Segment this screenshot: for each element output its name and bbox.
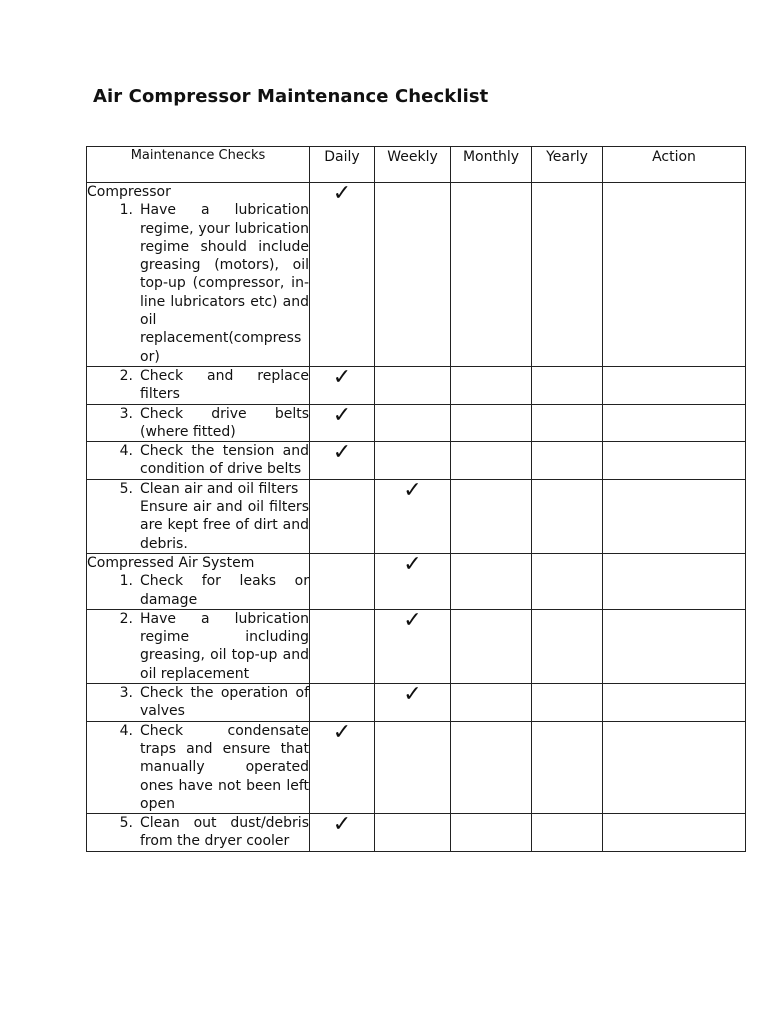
maintenance-check-cell	[87, 814, 310, 852]
maintenance-check-cell	[87, 183, 310, 367]
cell-daily	[310, 183, 375, 367]
cell-daily	[310, 404, 375, 442]
section-label: Compressed Air System	[87, 554, 255, 571]
cell-monthly	[451, 442, 532, 480]
cell-yearly	[532, 442, 603, 480]
page-title: Air Compressor Maintenance Checklist	[93, 86, 489, 107]
cell-weekly	[375, 609, 451, 683]
item-text: Check the operation of valves	[140, 685, 309, 720]
cell-yearly	[532, 366, 603, 404]
item-number: 5.	[119, 480, 133, 497]
item-number: 2.	[119, 367, 133, 384]
cell-weekly	[375, 553, 451, 609]
cell-daily	[310, 442, 375, 480]
header-maintenance-checks: Maintenance Checks	[87, 147, 310, 183]
cell-daily	[310, 684, 375, 722]
cell-weekly	[375, 721, 451, 813]
cell-daily	[310, 609, 375, 683]
cell-monthly	[451, 183, 532, 367]
cell-yearly	[532, 183, 603, 367]
cell-monthly	[451, 684, 532, 722]
item-text: Check condensate traps and ensure that manually operated ones have not been left open	[140, 722, 309, 812]
maintenance-check-cell	[87, 684, 310, 722]
cell-action	[603, 183, 746, 367]
cell-action	[603, 404, 746, 442]
checkmark-icon: ✓	[403, 551, 422, 577]
checkmark-icon: ✓	[332, 719, 352, 745]
cell-daily	[310, 366, 375, 404]
maintenance-check-cell	[87, 366, 310, 404]
cell-action	[603, 814, 746, 852]
maintenance-check-cell	[87, 721, 310, 813]
item-text: Ensure air and oil filters are kept free of dirt and debris.	[140, 499, 309, 552]
checkmark-icon: ✓	[332, 181, 352, 206]
cell-weekly	[375, 183, 451, 367]
table-row	[87, 404, 746, 442]
cell-yearly	[532, 553, 603, 609]
cell-daily	[310, 721, 375, 813]
cell-weekly	[375, 684, 451, 722]
item-text: Check the tension and condition of drive belts	[140, 443, 309, 478]
cell-weekly	[375, 814, 451, 852]
cell-weekly	[375, 442, 451, 480]
cell-monthly	[451, 814, 532, 852]
cell-yearly	[532, 721, 603, 813]
header-weekly: Weekly	[375, 147, 451, 183]
maintenance-check-cell	[87, 442, 310, 480]
table-row	[87, 479, 746, 553]
cell-yearly	[532, 404, 603, 442]
cell-action	[603, 479, 746, 553]
item-number: 3.	[119, 405, 133, 422]
item-text: Have a lubrication regime, your lubrication regime should include greasing (motors), oil top-up (compressor, in-line lubricators etc) and oil replacement(compressor)	[140, 202, 309, 365]
cell-action	[603, 684, 746, 722]
cell-yearly	[532, 814, 603, 852]
table-row	[87, 183, 746, 367]
header-daily: Daily	[310, 147, 375, 183]
cell-action	[603, 609, 746, 683]
checkmark-icon: ✓	[332, 364, 352, 390]
item-number: 4.	[119, 722, 133, 739]
table-row	[87, 609, 746, 683]
cell-monthly	[451, 404, 532, 442]
table-row	[87, 442, 746, 480]
cell-action	[603, 721, 746, 813]
item-text: Check for leaks or damage	[140, 573, 309, 608]
header-action: Action	[603, 147, 746, 183]
header-row	[87, 147, 746, 183]
cell-yearly	[532, 609, 603, 683]
checkmark-icon: ✓	[403, 682, 422, 708]
cell-monthly	[451, 366, 532, 404]
item-number: 5.	[119, 815, 133, 832]
cell-monthly	[451, 479, 532, 553]
section-label: Compressor	[87, 184, 171, 200]
checkmark-icon: ✓	[332, 402, 352, 428]
table-row	[87, 721, 746, 813]
cell-monthly	[451, 721, 532, 813]
cell-weekly	[375, 479, 451, 553]
checkmark-icon: ✓	[403, 607, 422, 633]
item-text: Check drive belts (where fitted)	[140, 405, 309, 440]
cell-weekly	[375, 366, 451, 404]
cell-action	[603, 553, 746, 609]
header-monthly: Monthly	[451, 147, 532, 183]
checkmark-icon: ✓	[332, 440, 352, 466]
table-row	[87, 366, 746, 404]
checkmark-icon: ✓	[332, 812, 352, 838]
item-number: 1.	[119, 202, 133, 219]
cell-action	[603, 442, 746, 480]
cell-daily	[310, 553, 375, 609]
cell-monthly	[451, 553, 532, 609]
table-row	[87, 684, 746, 722]
cell-yearly	[532, 479, 603, 553]
table-row	[87, 814, 746, 852]
maintenance-check-cell	[87, 609, 310, 683]
maintenance-check-cell	[87, 553, 310, 609]
maintenance-checklist-table	[86, 146, 746, 852]
checkmark-icon: ✓	[403, 477, 422, 503]
cell-yearly	[532, 684, 603, 722]
header-yearly: Yearly	[532, 147, 603, 183]
item-text: Check and replace filters	[140, 367, 309, 403]
item-number: 1.	[119, 573, 133, 590]
cell-action	[603, 366, 746, 404]
item-number: 4.	[119, 443, 133, 460]
item-number: 2.	[119, 610, 133, 627]
maintenance-check-cell	[87, 404, 310, 442]
item-text: Clean out dust/debris from the dryer cooler	[140, 815, 309, 850]
cell-weekly	[375, 404, 451, 442]
cell-monthly	[451, 609, 532, 683]
maintenance-check-cell	[87, 479, 310, 553]
cell-daily	[310, 479, 375, 553]
table-row	[87, 553, 746, 609]
cell-daily	[310, 814, 375, 852]
item-number: 3.	[119, 685, 133, 702]
item-text: Clean air and oil filters	[140, 480, 299, 497]
item-text: Have a lubrication regime including greasing, oil top-up and oil replacement	[140, 610, 309, 682]
